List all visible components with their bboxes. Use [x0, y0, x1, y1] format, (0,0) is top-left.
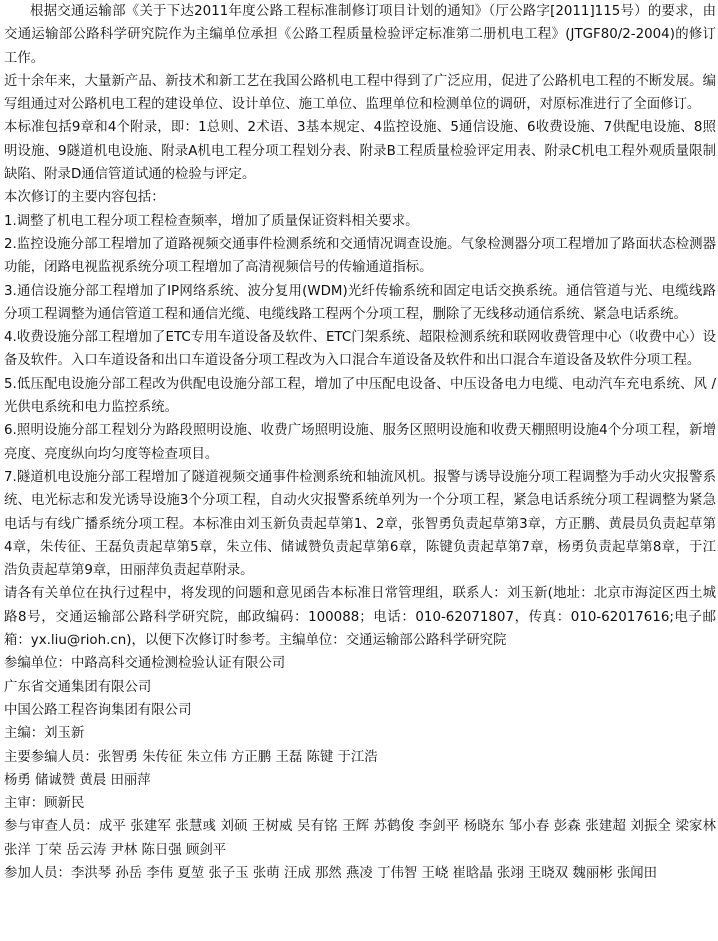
participating-unit-1: [4, 652, 716, 675]
revisions-heading: 本次修订的主要内容包括：: [4, 190, 165, 206]
participating-unit-3: 中国公路工程咨询集团有限公司: [4, 702, 192, 718]
revision-item-1: 1.调整了机电工程分项工程检查频率，增加了质量保证资料相关要求。: [4, 213, 419, 229]
contact-paragraph: 请各有关单位在执行过程中，将发现的问题和意见函告本标准日常管理组，联系人：刘玉新(地址：北京市海淀区西土城路8号，交通运输部公路科学研究院，邮政编码：100088；电话：010-62071807，传真：010-62017616;电子邮箱：yx.liu@rioh.cn)，以便下次修订时参考。主编单位：交通运输部公路科学研究院: [4, 586, 716, 649]
revision-item-2: 2.监控设施分部工程增加了道路视频交通事件检测系统和交通情况调查设施。气象检测器分项工程增加了路面状态检测器功能，闭路电视监视系统分项工程增加了高清视频信号的传输通道指标。: [4, 236, 716, 276]
revision-item-4: 4.收费设施分部工程增加了ETC专用车道设备及软件、ETC门架系统、超限检测系统和联网收费管理中心（收费中心）设备及软件。入口车道设备和出口车道设备分项工程改为入口混合车道设备及软件和出口混合车道设备及软件分项工程。: [4, 330, 716, 369]
main-editors: 主要参编人员：张智勇 朱传征 朱立伟 方正鹏 王磊 陈键 于江浩: [4, 749, 378, 765]
participants-list: 参加人员：李洪琴 孙岳 李伟 夏堃 张子玉 张萌 汪成 那然 燕凌 丁伟智 王峣 崔晗晶 张翊 王晓双 魏丽彬 张闻田: [4, 865, 658, 881]
chief-editor: 主编：刘玉新: [4, 726, 85, 742]
participating-unit-name: 中路高科交通检测检验认证有限公司: [70, 656, 286, 672]
revision-item-6: 6.照明设施分部工程划分为路段照明设施、收费广场照明设施、服务区照明设施和收费天棚照明设施4个分项工程，新增亮度、亮度纵向均匀度等检查项目。: [4, 423, 716, 462]
structure-paragraph: 本标准包括9章和4个附录，即：1总则、2术语、3基本规定、4监控设施、5通信设施、6收费设施、7供配电设施、8照明设施、9隧道机电设施、附录A机电工程分项工程划分表、附录B工程质量检验评定用表、附录C机电工程外观质量限制缺陷、附录D通信管道试通的检验与评定。: [4, 120, 716, 183]
revision-item-3: 3.通信设施分部工程增加了IP网络系统、波分复用(WDM)光纤传输系统和固定电话交换系统。通信管道与光、电缆线路分项工程调整为通信管道工程和通信光缆、电缆线路工程两个分项工程，删除了无线移动通信系统、紧急电话系统。: [4, 283, 716, 322]
intro-paragraph: 根据交通运输部《关于下达2011年度公路工程标准制修订项目计划的通知》（厅公路字[2011]115号）的要求，由交通运输部公路科学研究院作为主编单位承担《公路工程质量检验评定标准第二册机电工程》(JTGF80/2-2004)的修订工作。: [4, 4, 716, 66]
participating-units-label: 参编单位：: [4, 656, 71, 672]
revision-item-5: 5.低压配电设施分部工程改为供配电设施分部工程，增加了中压配电设备、中压设备电力电缆、电动汽车充电系统、风 / 光供电系统和电力监控系统。: [4, 376, 716, 416]
background-paragraph: 近十余年来，大量新产品、新技术和新工艺在我国公路机电工程中得到了广泛应用，促进了公路机电工程的不断发展。编写组通过对公路机电工程的建设单位、设计单位、施工单位、监理单位和检测单位的调研，对原标准进行了全面修订。: [4, 73, 716, 113]
reviewers-list: 参与审查人员：成平 张建军 张慧彧 刘硕 王树威 吴有铭 王辉 苏鹤俊 李剑平 杨晓东 邹小春 彭森 张建超 刘振全 梁家林 张洋 丁荣 岳云涛 尹林 陈日强 顾剑平: [4, 819, 716, 858]
main-editors-continued: 杨勇 储诚赞 黄晨 田丽萍: [4, 772, 151, 788]
revision-item-7: 7.隧道机电设施分部工程增加了隧道视频交通事件检测系统和轴流风机。报警与诱导设施分项工程调整为手动火灾报警系统、电光标志和发光诱导设施3个分项工程，自动火灾报警系统单列为一个分项工程，紧急电话系统分项工程调整为紧急电话与有线广播系统分项工程。本标准由刘玉新负责起草第1、2章，张智勇负责起草第3章，方正鹏、黄晨员负责起草第4章，朱传征、王磊负责起草第5章，朱立伟、储诚赞负责起草第6章，陈键负责起草第7章，杨勇负责起草第8章，于江浩负责起草第9章，田丽萍负责起草附录。: [4, 469, 716, 579]
chief-reviewer: 主审：顾新民: [4, 796, 85, 812]
participating-unit-2: 广东省交通集团有限公司: [4, 679, 152, 695]
